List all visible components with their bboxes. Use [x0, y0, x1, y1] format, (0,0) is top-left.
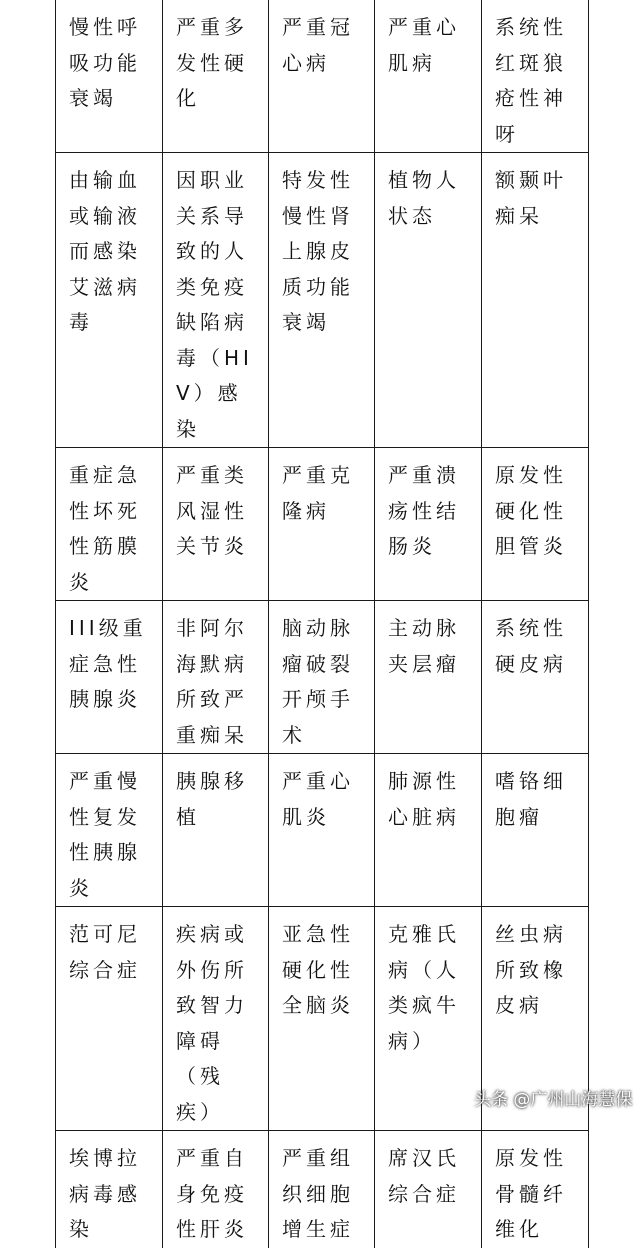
table-cell: III级重症急性胰腺炎: [56, 601, 163, 754]
table-cell: 因职业关系导致的人类免疫缺陷病毒（HIV）感染: [163, 153, 269, 448]
table-row: [56, 754, 589, 907]
table-cell: 亚急性硬化性全脑炎: [269, 907, 375, 1131]
table-cell: 严重多发性硬化: [163, 0, 269, 153]
table-cell: 丝虫病所致橡皮病: [482, 907, 589, 1131]
table-cell: 主动脉夹层瘤: [375, 601, 482, 754]
table-cell: 席汉氏综合症: [375, 1131, 482, 1248]
table-cell: 非阿尔海默病所致严重痴呆: [163, 601, 269, 754]
table-cell: 范可尼综合症: [56, 907, 163, 1131]
table-cell: 严重组织细胞增生症: [269, 1131, 375, 1248]
table-cell: 严重类风湿性关节炎: [163, 448, 269, 601]
table-cell: 严重慢性复发性胰腺炎: [56, 754, 163, 907]
table-cell: 克雅氏病（人类疯牛病）: [375, 907, 482, 1131]
table-cell: 额颞叶痴呆: [482, 153, 589, 448]
disease-table: [55, 0, 589, 1248]
table-cell: 原发性骨髓纤维化: [482, 1131, 589, 1248]
table-cell: 重症急性坏死性筋膜炎: [56, 448, 163, 601]
table-cell: 系统性红斑狼疮性神呀: [482, 0, 589, 153]
table-cell: 植物人状态: [375, 153, 482, 448]
table-cell: 嗜铬细胞瘤: [482, 754, 589, 907]
table-cell: 脑动脉瘤破裂开颅手术: [269, 601, 375, 754]
source-watermark: 头条 @广州山海慧保: [474, 1090, 633, 1110]
table-cell: 严重克隆病: [269, 448, 375, 601]
table-cell: 特发性慢性肾上腺皮质功能衰竭: [269, 153, 375, 448]
table-row: [56, 0, 589, 153]
table-cell: 由输血或输液而感染艾滋病毒: [56, 153, 163, 448]
table-cell: 严重心肌炎: [269, 754, 375, 907]
table-cell: 原发性硬化性胆管炎: [482, 448, 589, 601]
table-cell: 系统性硬皮病: [482, 601, 589, 754]
table-cell: 严重溃疡性结肠炎: [375, 448, 482, 601]
table-cell: 胰腺移植: [163, 754, 269, 907]
table-row: [56, 601, 589, 754]
table-cell: 埃博拉病毒感染: [56, 1131, 163, 1248]
table-row: [56, 153, 589, 448]
table-cell: 严重自身免疫性肝炎: [163, 1131, 269, 1248]
table-cell: 严重心肌病: [375, 0, 482, 153]
table-cell: 严重冠心病: [269, 0, 375, 153]
table-row: [56, 448, 589, 601]
table-row: [56, 1131, 589, 1248]
table-cell: 疾病或外伤所致智力障碍（残疾）: [163, 907, 269, 1131]
table-cell: 肺源性心脏病: [375, 754, 482, 907]
table-cell: 慢性呼吸功能衰竭: [56, 0, 163, 153]
